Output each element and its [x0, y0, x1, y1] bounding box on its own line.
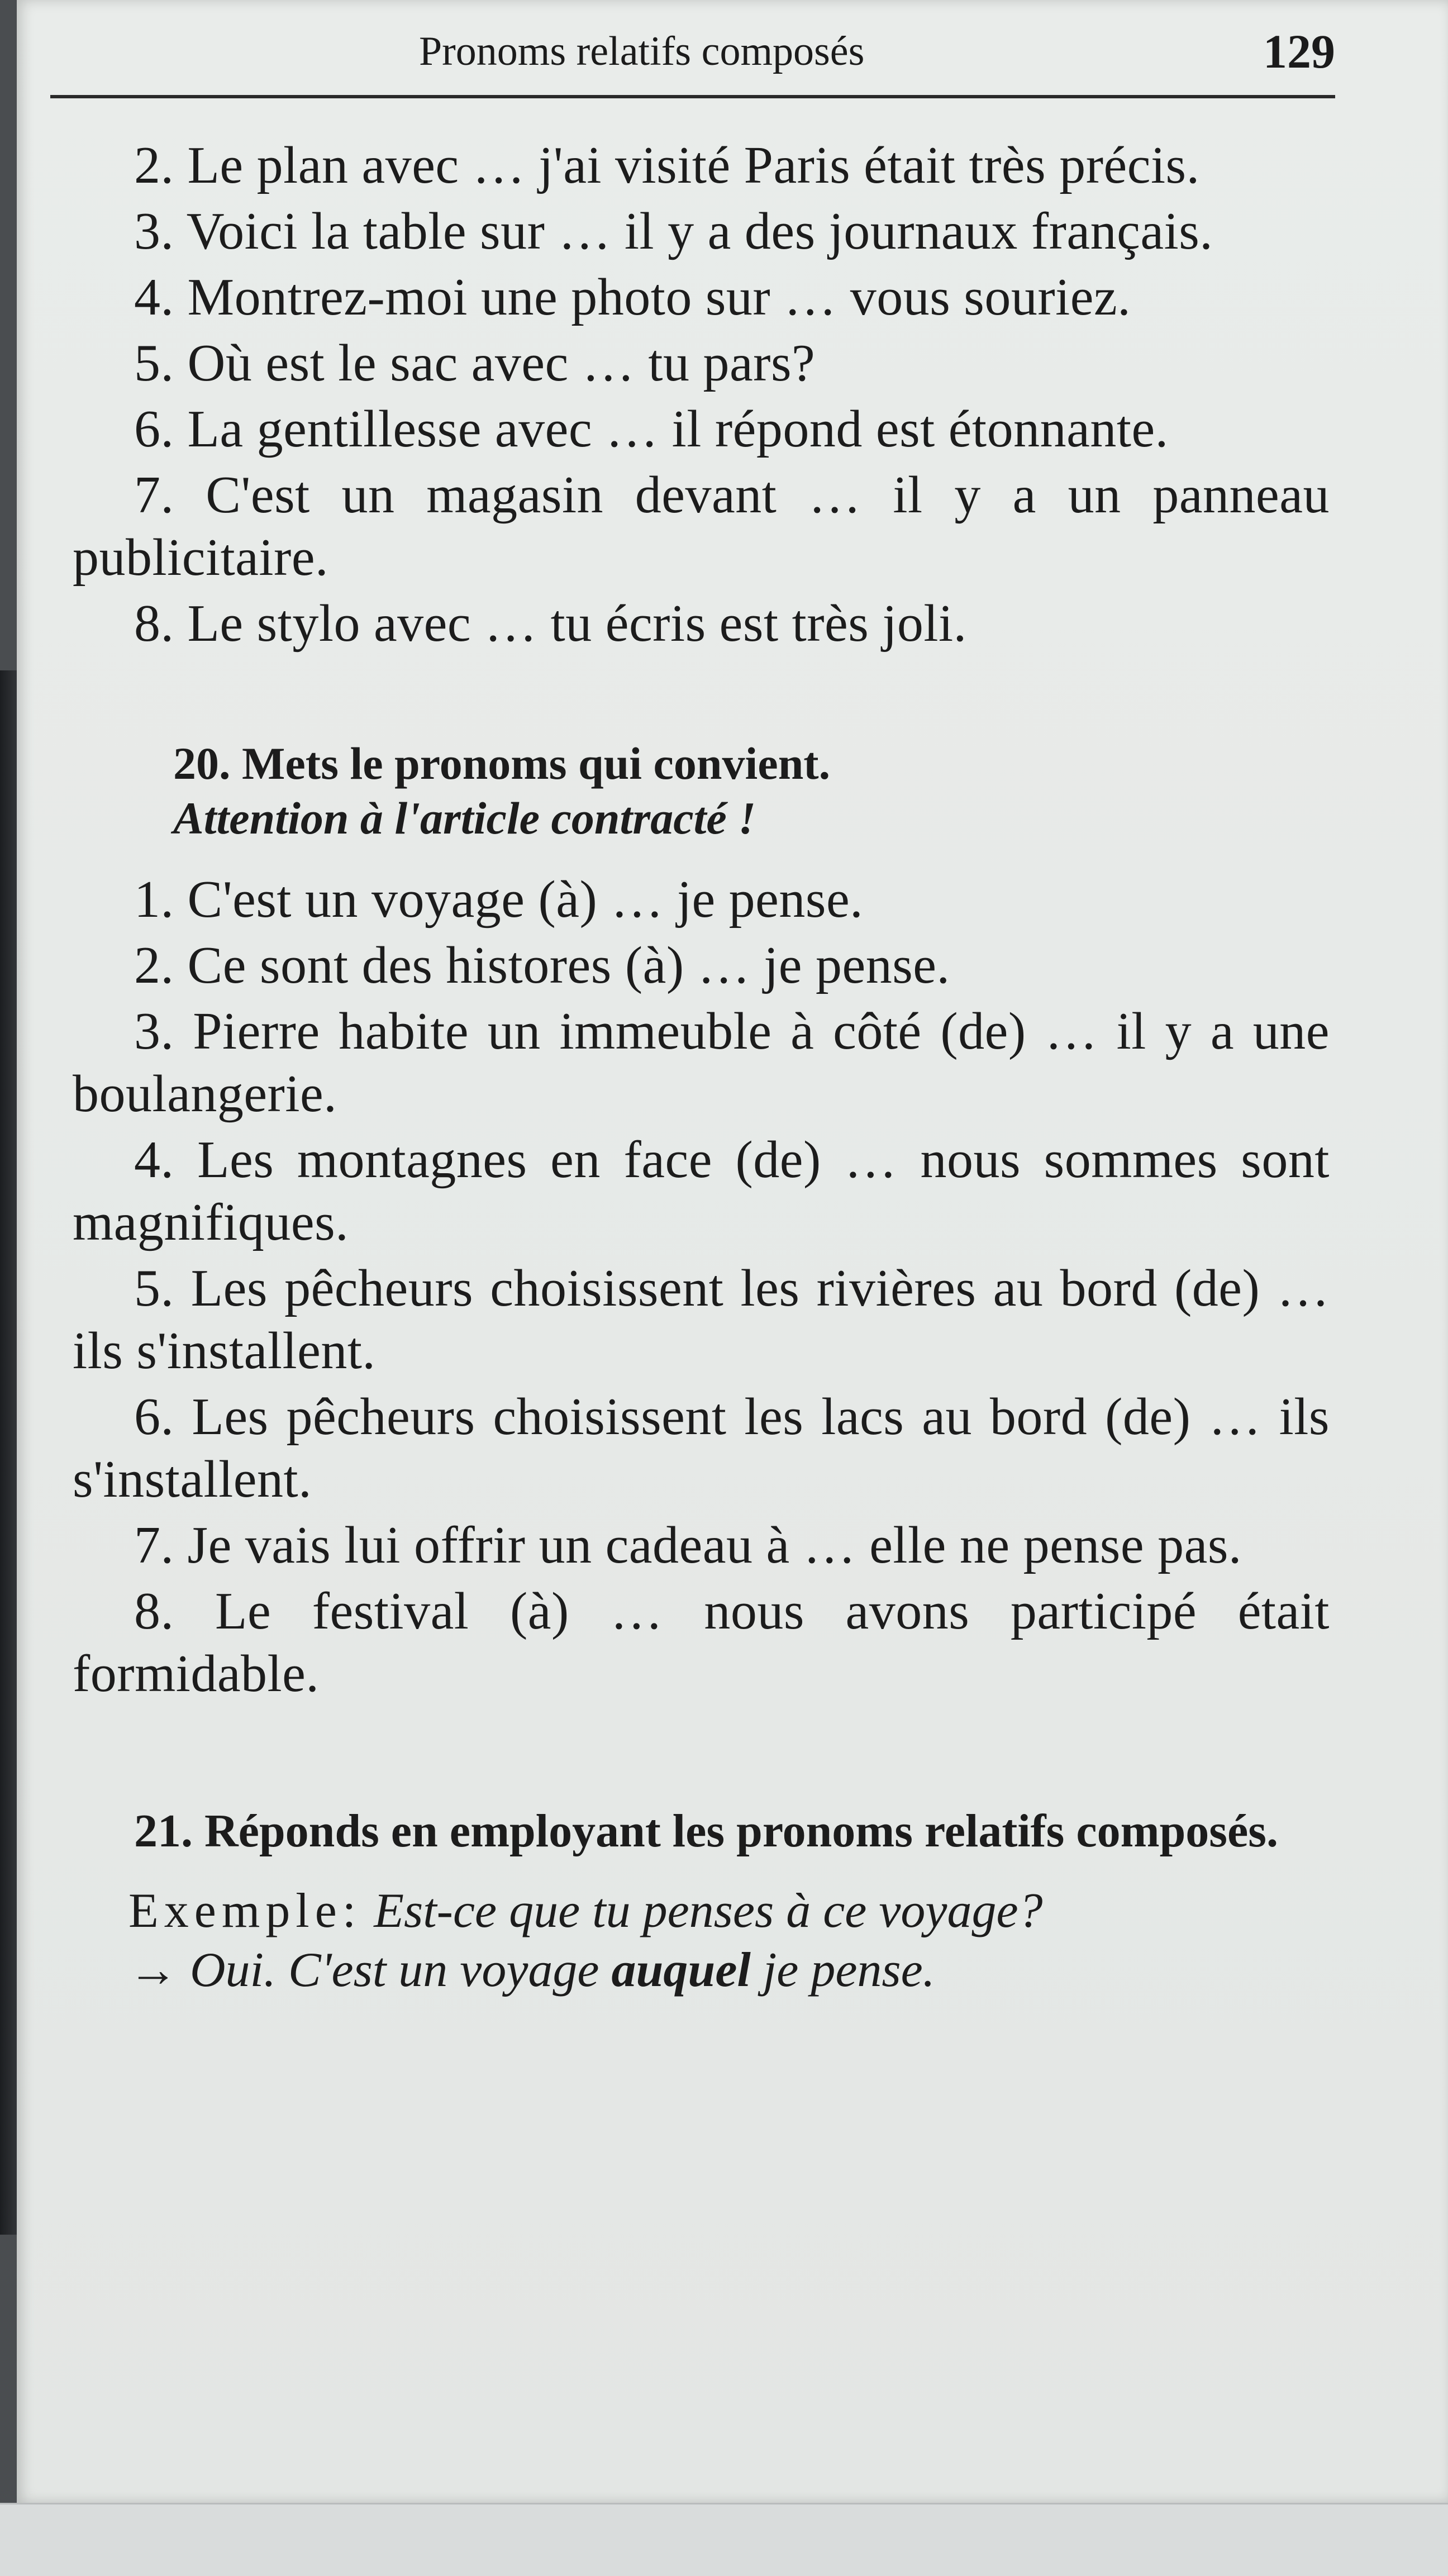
exercise-20-item-2: 2. Ce sont des histores (à) … je pense.	[134, 936, 950, 994]
exercise-20-item-4: 4. Les montagnes en face (de) … nous sommes sont magnifiques.	[73, 1131, 1330, 1251]
exercise-20-item-5: 5. Les pêcheurs choisissent les rivières au bord (de) … ils s'installent.	[73, 1259, 1330, 1380]
exercise-19-item-4: 4. Montrez-moi une photo sur … vous souriez.	[134, 268, 1131, 326]
example-answer-suffix: je pense.	[763, 1943, 935, 1997]
exercise-19-list	[73, 134, 1330, 655]
exercise-20-item-6: 6. Les pêcheurs choisissent les lacs au bord (de) … ils s'installent.	[73, 1388, 1330, 1508]
example-answer-prefix: → Oui. C'est un voyage	[128, 1943, 599, 1997]
exercise-21-example	[73, 1882, 1330, 2000]
example-label: Exemple:	[128, 1884, 362, 1938]
exercise-19-item-3: 3. Voici la table sur … il y a des journaux français.	[134, 202, 1213, 260]
exercise-21	[73, 1803, 1330, 2000]
exercise-21-title: 21. Réponds en employant les pronoms relatifs composés.	[134, 1805, 1278, 1857]
exercise-20-item-7: 7. Je vais lui offrir un cadeau à … elle ne pense pas.	[134, 1516, 1242, 1574]
page-header	[50, 11, 1335, 98]
exercise-20	[73, 736, 1330, 1705]
running-title: Pronoms relatifs composés	[419, 28, 865, 74]
page-content	[73, 134, 1330, 2000]
exercise-20-item-8: 8. Le festival (à) … nous avons participé était formidable.	[73, 1582, 1330, 1703]
example-question: Est-ce que tu penses à ce voyage?	[374, 1884, 1043, 1938]
paper-below-book	[0, 2503, 1448, 2576]
exercise-20-item-1: 1. C'est un voyage (à) … je pense.	[134, 870, 864, 928]
exercise-19-item-2: 2. Le plan avec … j'ai visité Paris était très précis.	[134, 136, 1200, 194]
book-page	[17, 0, 1448, 2503]
exercise-19-item-7: 7. C'est un magasin devant … il y a un panneau publicitaire.	[73, 466, 1330, 587]
example-answer-bold: auquel	[611, 1943, 751, 1997]
example-answer-line	[128, 1941, 1330, 2000]
exercise-19-item-6: 6. La gentillesse avec … il répond est étonnante.	[134, 400, 1169, 458]
spacer	[73, 1708, 1330, 1803]
page-number: 129	[1263, 25, 1335, 78]
exercise-20-title: 20. Mets le pronoms qui convient.	[173, 738, 831, 789]
exercise-19-item-5: 5. Où est le sac avec … tu pars?	[134, 334, 816, 392]
spacer	[73, 658, 1330, 736]
exercise-20-item-3: 3. Pierre habite un immeuble à côté (de) … il y a une boulangerie.	[73, 1002, 1330, 1123]
example-question-line	[128, 1882, 1330, 1941]
exercise-19-item-8: 8. Le stylo avec … tu écris est très joli.	[134, 594, 967, 653]
exercise-20-subtitle: Attention à l'article contracté !	[173, 793, 756, 844]
